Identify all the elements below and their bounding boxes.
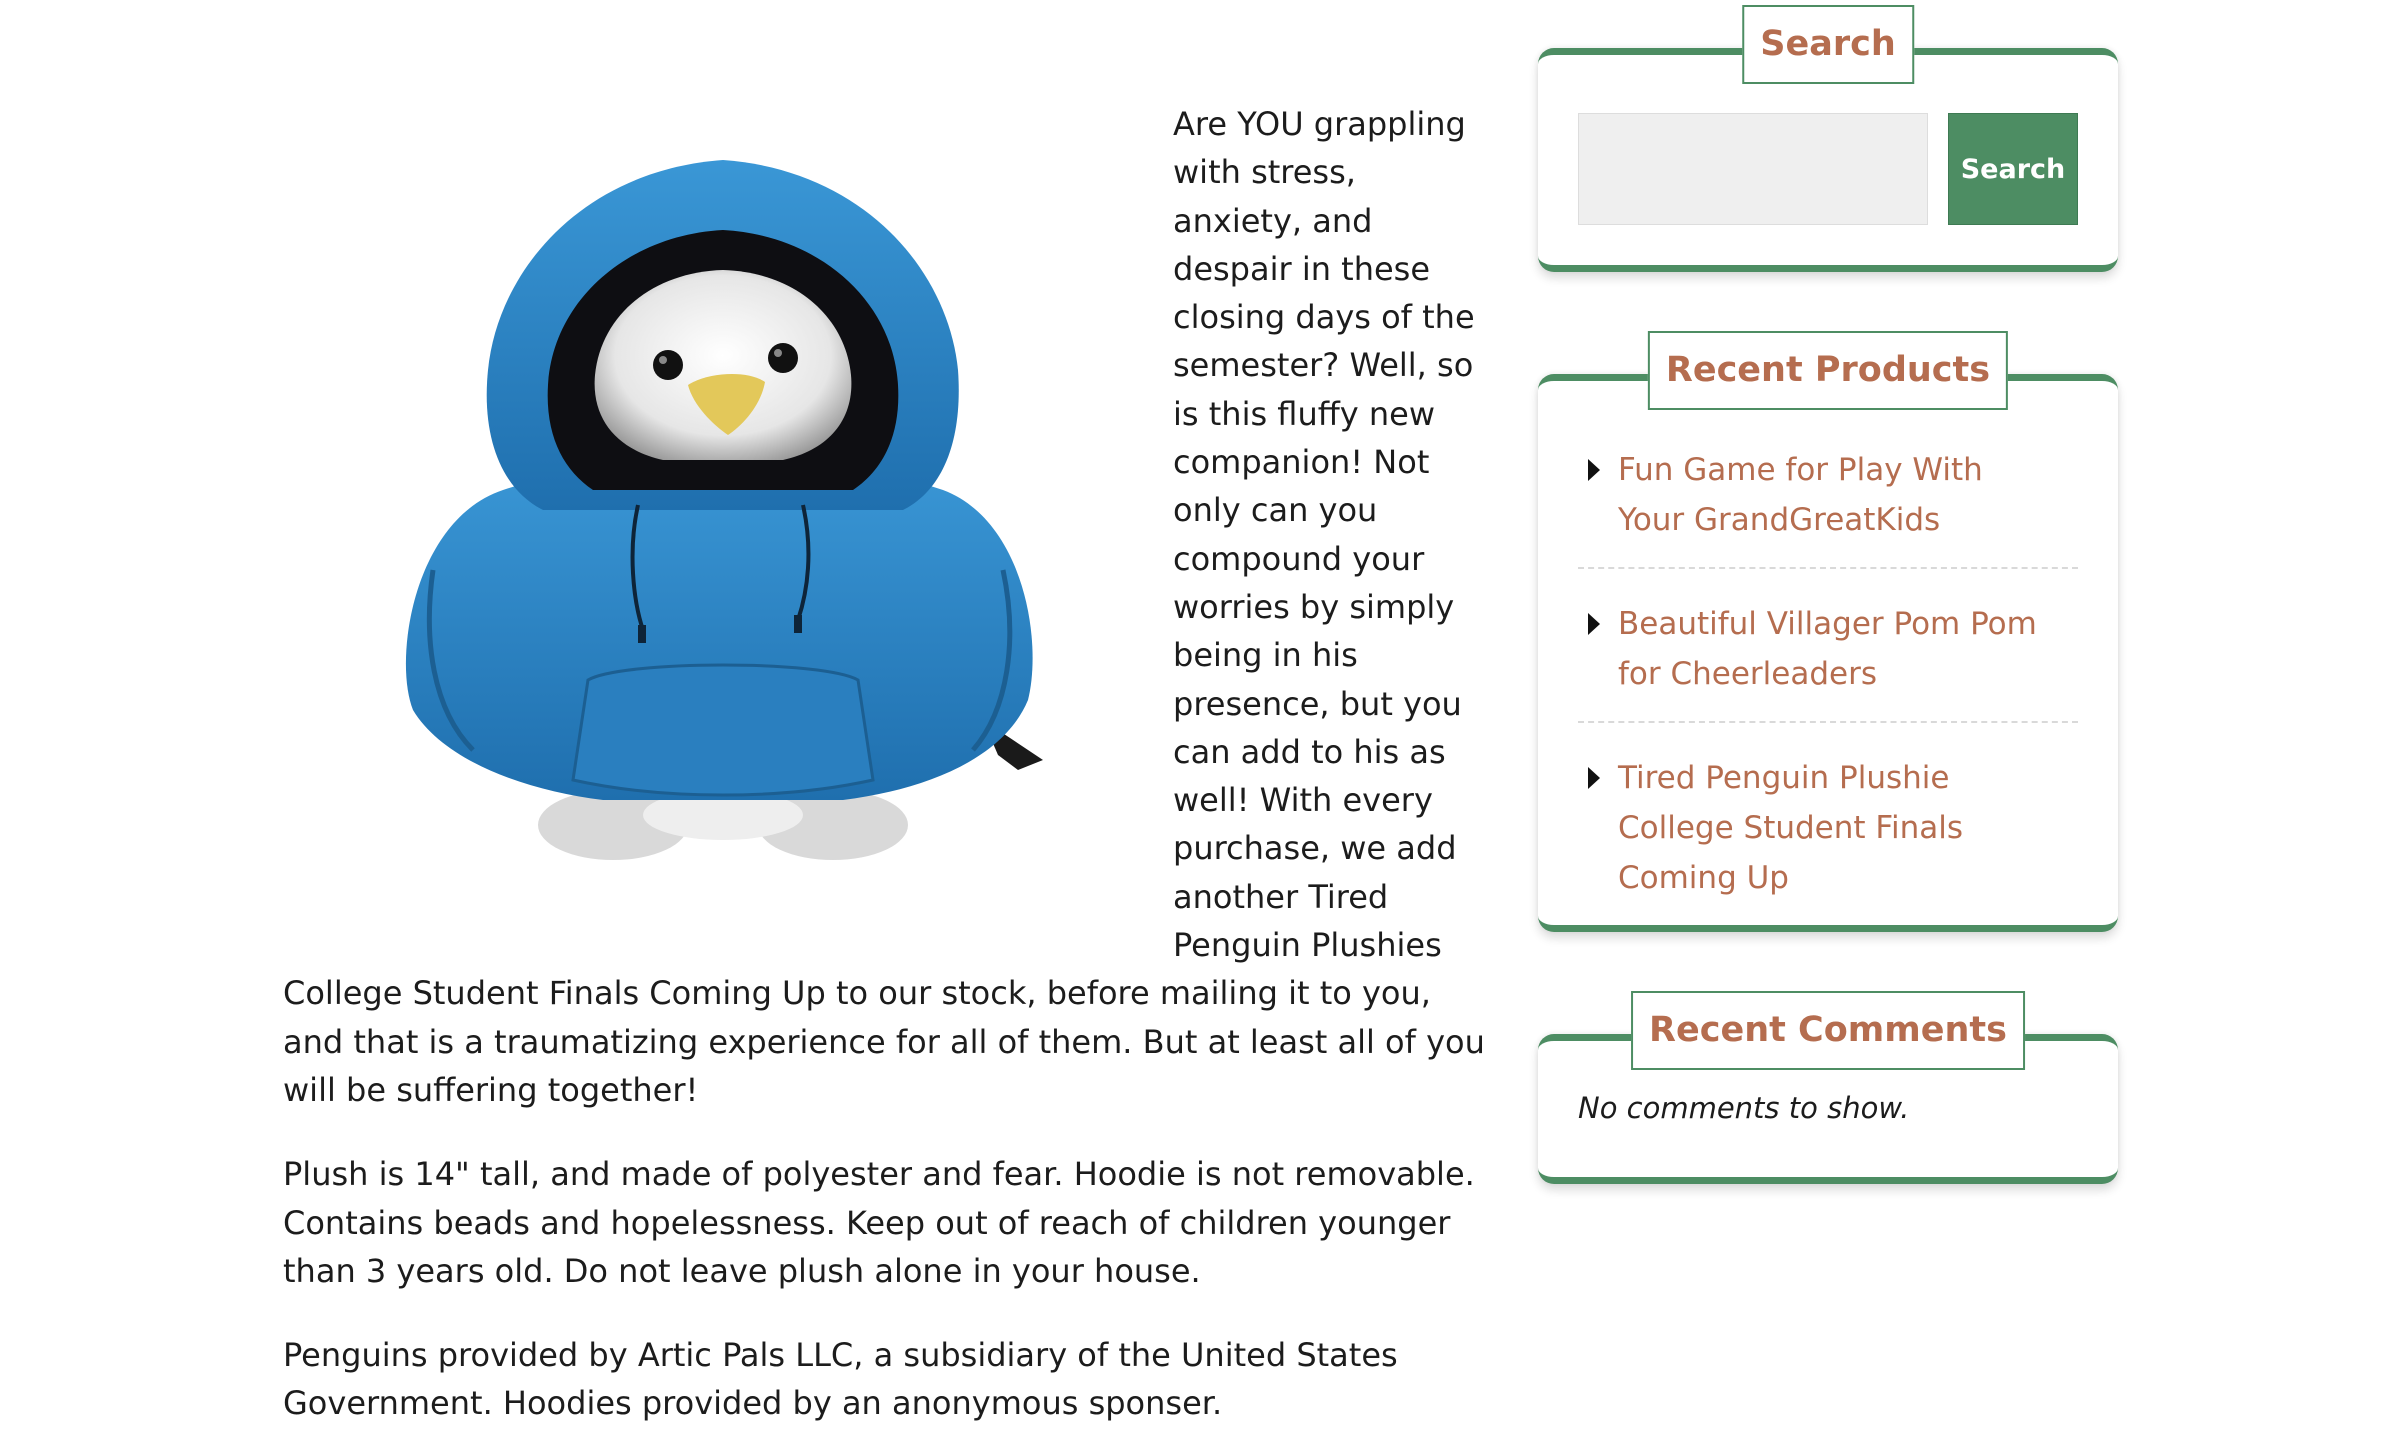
description-paragraph-3: Penguins provided by Artic Pals LLC, a subsidiary of the United States Government. Hoodies provided by an anonymous sponser.: [283, 1336, 1398, 1423]
list-item: [1578, 445, 2078, 569]
penguin-hoodie-illustration: [283, 100, 1173, 960]
recent-product-link[interactable]: Beautiful Villager Pom Pom for Cheerleaders: [1618, 606, 2037, 692]
product-description: [283, 100, 1493, 1430]
search-widget: [1538, 24, 2118, 272]
search-widget-title: Search: [1742, 5, 1914, 84]
search-form: [1578, 113, 2078, 225]
recent-products-title: Recent Products: [1648, 331, 2008, 410]
triangle-bullet-icon: [1588, 767, 1600, 789]
recent-product-link[interactable]: Fun Game for Play With Your GrandGreatKids: [1618, 452, 1983, 538]
search-input[interactable]: [1578, 113, 1928, 225]
recent-products-widget: [1538, 350, 2118, 932]
search-button[interactable]: Search: [1948, 113, 2078, 225]
recent-product-link[interactable]: Tired Penguin Plushie College Student Finals Coming Up: [1618, 760, 1963, 896]
no-comments-message: No comments to show.: [1578, 1091, 1910, 1125]
triangle-bullet-icon: [1588, 459, 1600, 481]
triangle-bullet-icon: [1588, 613, 1600, 635]
product-image: [283, 100, 1173, 960]
recent-comments-widget: [1538, 1010, 2118, 1184]
list-item: [1578, 753, 2078, 925]
description-paragraph-1: Are YOU grappling with stress, anxiety, and despair in these closing days of the semester? Well, so is this fluffy new companion! Not only can you compound your worries by simply being in his presence, but you can add to his as well! With every purchase, we add another Tired Penguin Plushies College Student Finals Coming Up to our stock, before mailing it to you, and that is a traumatizing experience for all of them. But at least all of you will be suffering together!: [283, 105, 1485, 1109]
list-item: [1578, 599, 2078, 723]
description-paragraph-2: Plush is 14" tall, and made of polyester and fear. Hoodie is not removable. Contains beads and hopelessness. Keep out of reach of children younger than 3 years old. Do not leave plush alone in your house.: [283, 1155, 1475, 1290]
recent-products-list: [1578, 445, 2078, 955]
recent-comments-title: Recent Comments: [1631, 991, 2025, 1070]
